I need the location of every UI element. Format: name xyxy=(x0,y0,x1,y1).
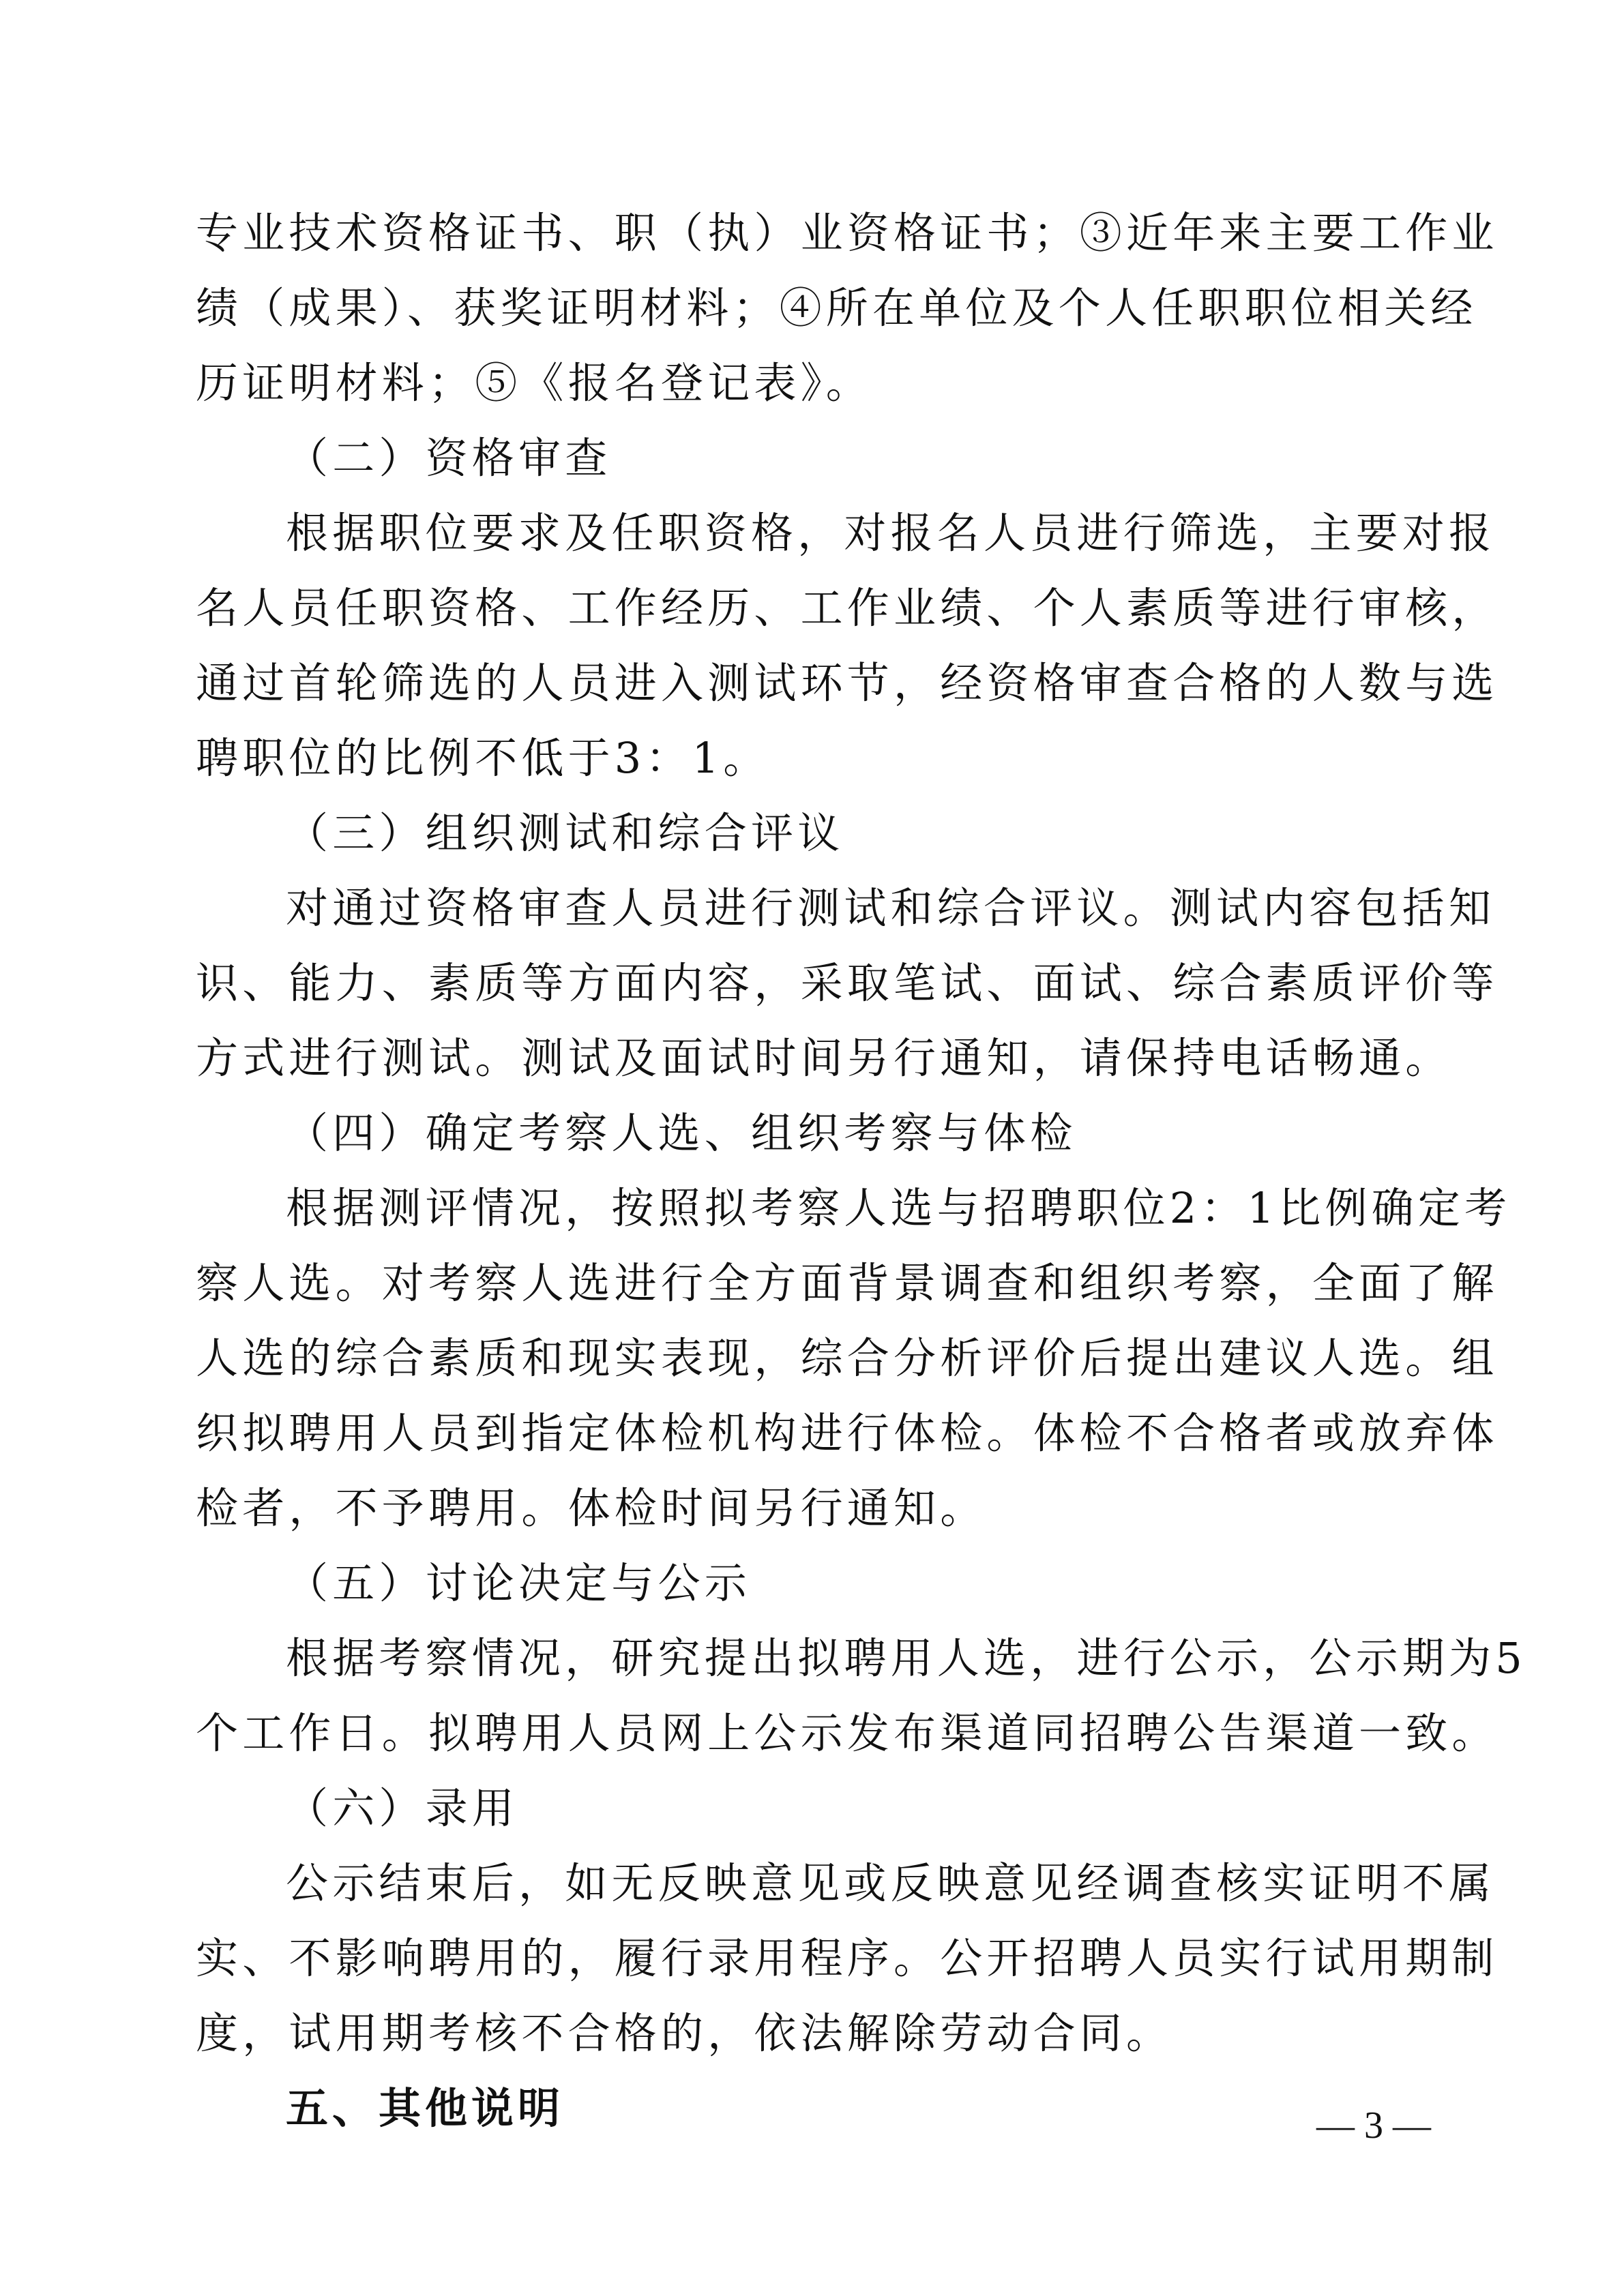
section-heading-6: （六）录用 xyxy=(286,1783,519,1833)
paragraph-line: 识、能力、素质等方面内容，采取笔试、面试、综合素质评价等 xyxy=(196,958,1498,1008)
paragraph-line: 实、不影响聘用的，履行录用程序。公开招聘人员实行试用期制 xyxy=(196,1933,1498,1983)
section-heading-4: （四）确定考察人选、组织考察与体检 xyxy=(286,1108,1077,1158)
paragraph-line: 绩（成果）、获奖证明材料；④所在单位及个人任职职位相关经 xyxy=(196,283,1477,333)
paragraph-line: 历证明材料；⑤《报名登记表》。 xyxy=(196,358,873,408)
paragraph-line: 专业技术资格证书、职（执）业资格证书；③近年来主要工作业 xyxy=(196,208,1498,258)
section-heading-5: （五）讨论决定与公示 xyxy=(286,1558,752,1608)
paragraph-line: 人选的综合素质和现实表现，综合分析评价后提出建议人选。组 xyxy=(196,1333,1498,1383)
paragraph-line: 名人员任职资格、工作经历、工作业绩、个人素质等进行审核， xyxy=(196,583,1498,633)
paragraph-line: 通过首轮筛选的人员进入测试环节，经资格审查合格的人数与选 xyxy=(196,658,1498,708)
paragraph-line: 根据测评情况，按照拟考察人选与招聘职位2：1比例确定考 xyxy=(286,1183,1511,1233)
paragraph-line: 察人选。对考察人选进行全方面背景调查和组织考察，全面了解 xyxy=(196,1258,1498,1308)
paragraph-line: 根据考察情况，研究提出拟聘用人选，进行公示，公示期为5 xyxy=(286,1633,1526,1683)
page-number: — 3 — xyxy=(1316,2104,1431,2147)
paragraph-line: 检者，不予聘用。体检时间另行通知。 xyxy=(196,1483,987,1533)
paragraph-line: 公示结束后，如无反映意见或反映意见经调查核实证明不属 xyxy=(286,1858,1496,1908)
paragraph-line: 对通过资格审查人员进行测试和综合评议。测试内容包括知 xyxy=(286,883,1496,933)
major-section-title: 五、其他说明 xyxy=(286,2083,565,2133)
document-body xyxy=(196,196,1526,2146)
paragraph-line: 织拟聘用人员到指定体检机构进行体检。体检不合格者或放弃体 xyxy=(196,1408,1498,1458)
paragraph-line: 个工作日。拟聘用人员网上公示发布渠道同招聘公告渠道一致。 xyxy=(196,1708,1498,1758)
paragraph-line: 方式进行测试。测试及面试时间另行通知，请保持电话畅通。 xyxy=(196,1033,1452,1083)
section-heading-3: （三）组织测试和综合评议 xyxy=(286,808,844,858)
paragraph-line: 聘职位的比例不低于3：1。 xyxy=(196,733,770,783)
section-heading-2: （二）资格审查 xyxy=(286,433,612,483)
paragraph-line: 度，试用期考核不合格的，依法解除劳动合同。 xyxy=(196,2008,1173,2058)
paragraph-line: 根据职位要求及任职资格，对报名人员进行筛选，主要对报 xyxy=(286,508,1496,558)
